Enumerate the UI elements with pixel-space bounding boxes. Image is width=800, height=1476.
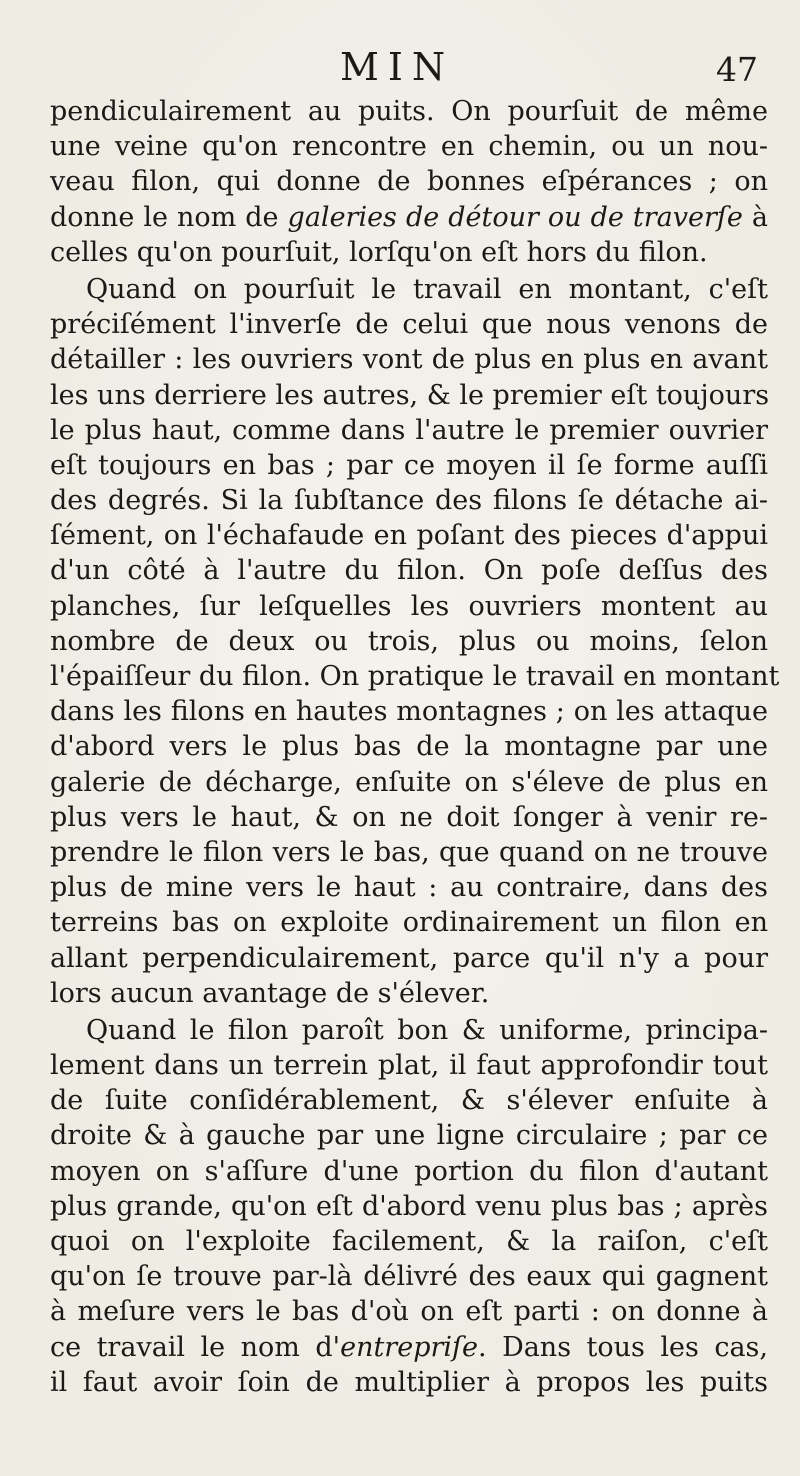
- text-line: à meſure vers le bas d'où on eſt parti : on donne à: [50, 1296, 768, 1328]
- text-line: les uns derriere les autres, & le premier eſt toujours: [50, 379, 770, 411]
- text-line: ce travail le nom d'entrepriſe. Dans tous les cas,: [50, 1331, 768, 1363]
- text-line: d'abord vers le plus bas de la montagne par une: [50, 731, 768, 763]
- text-line: qu'on ſe trouve par-là délivré des eaux qui gagnent: [50, 1261, 768, 1293]
- text-line: planches, ſur leſquelles les ouvriers montent au: [50, 590, 768, 622]
- text-line: veau filon, qui donne de bonnes eſpérances ; on: [50, 166, 768, 198]
- text-line: lors aucun avantage de s'élever.: [50, 977, 490, 1009]
- text-line: il faut avoir ſoin de multiplier à propos les puits: [50, 1366, 768, 1398]
- text-line: l'épaiſſeur du filon. On pratique le travail en montant: [50, 661, 780, 692]
- text-line: le plus haut, comme dans l'autre le premier ouvrier: [50, 414, 768, 446]
- page-header: [0, 44, 800, 94]
- text-line: Quand on pourſuit le travail en montant, c'eſt: [86, 273, 768, 305]
- text-line: droite & à gauche par une ligne circulaire ; par ce: [50, 1120, 768, 1152]
- text-line: quoi on l'exploite facilement, & la raiſon, c'eſt: [50, 1226, 768, 1257]
- italic-term: entrepriſe: [340, 1331, 478, 1363]
- text-line: des degrés. Si la ſubſtance des filons ſe détache ai-: [50, 485, 768, 517]
- text-line: galerie de décharge, enſuite on s'éleve de plus en: [50, 766, 768, 798]
- text-line: plus grande, qu'on eſt d'abord venu plus bas ; après: [50, 1190, 768, 1222]
- running-head: MIN: [340, 45, 455, 89]
- text-line: d'un côté à l'autre du filon. On poſe deſſus des: [50, 555, 768, 587]
- text-line: allant perpendiculairement, parce qu'il n'y a pour: [50, 942, 768, 974]
- text-line: nombre de deux ou trois, plus ou moins, ſelon: [50, 625, 768, 657]
- text-line: dans les filons en hautes montagnes ; on les attaque: [50, 696, 768, 728]
- text-line: Quand le filon paroît bon & uniforme, principa-: [86, 1014, 768, 1046]
- text-line: une veine qu'on rencontre en chemin, ou un nou-: [50, 131, 768, 163]
- text-line: donne le nom de galeries de détour ou de traverſe à: [50, 201, 769, 233]
- text-line: celles qu'on pourſuit, lorſqu'on eſt hors du filon.: [50, 236, 708, 268]
- text-line: plus vers le haut, & on ne doit ſonger à venir re-: [50, 801, 768, 833]
- text-line: pendiculairement au puits. On pourſuit de même: [50, 96, 768, 127]
- text-line: de ſuite conſidérablement, & s'élever enſuite à: [50, 1085, 768, 1117]
- body-text: [50, 94, 780, 1400]
- text-line: préciſément l'inverſe de celui que nous venons de: [50, 309, 768, 341]
- text-line: moyen on s'aſſure d'une portion du filon d'autant: [50, 1155, 768, 1187]
- text-line: lement dans un terrein plat, il faut approfondir tout: [50, 1050, 768, 1082]
- page-number: 47: [716, 50, 758, 89]
- text-line: ſément, on l'échafaude en poſant des pieces d'appui: [50, 520, 768, 552]
- italic-term: galeries de détour ou de traverſe: [287, 201, 743, 233]
- text-line: prendre le filon vers le bas, que quand on ne trouve: [50, 836, 768, 868]
- text-line: plus de mine vers le haut : au contraire, dans des: [50, 872, 768, 904]
- text-line: détailler : les ouvriers vont de plus en plus en avant: [50, 344, 768, 376]
- text-line: terreins bas on exploite ordinairement un filon en: [50, 907, 768, 939]
- text-line: eſt toujours en bas ; par ce moyen il ſe forme auſſi: [50, 449, 768, 481]
